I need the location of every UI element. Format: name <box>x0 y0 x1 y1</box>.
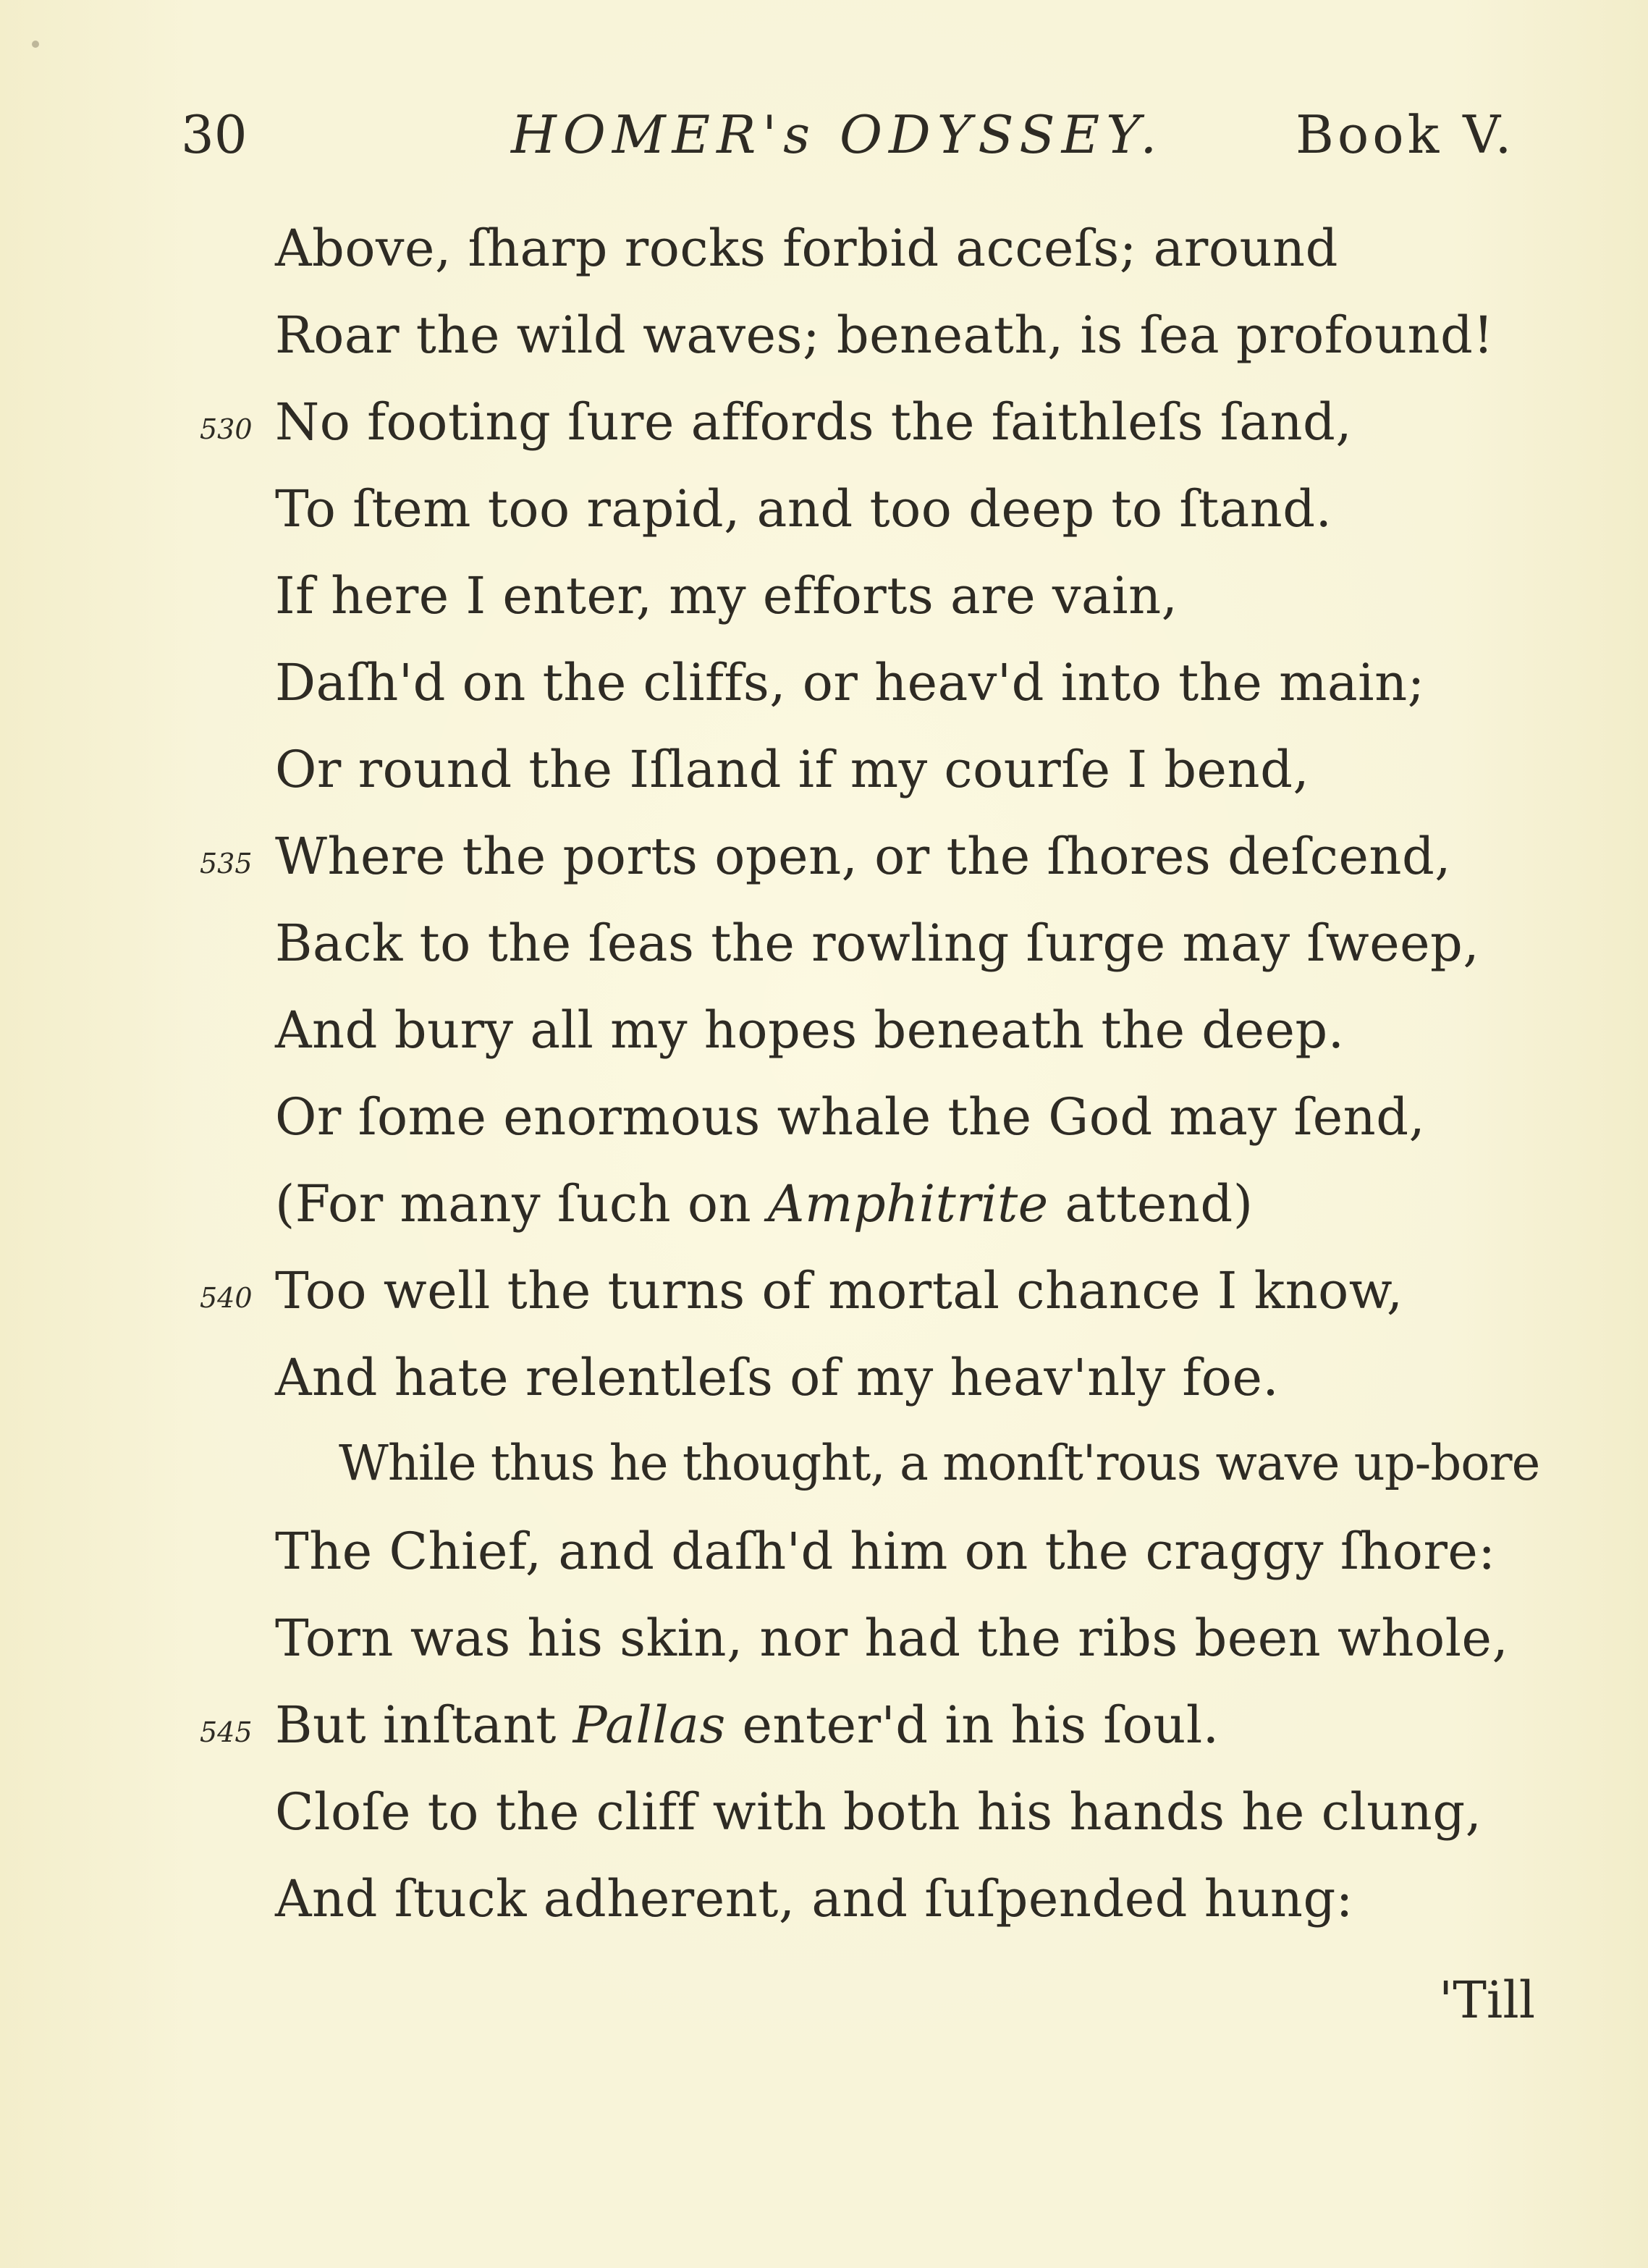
verse-line: Cloſe to the cliff with both his hands he clung, <box>275 1782 1482 1842</box>
verse-line: Daſh'd on the cliffs, or heav'd into the main; <box>275 653 1425 712</box>
verse-line: Torn was his skin, nor had the ribs been whole, <box>275 1609 1509 1668</box>
verse-line: And bury all my hopes beneath the deep. <box>275 1000 1345 1060</box>
verse-line: Or ſome enormous whale the God may ſend, <box>275 1087 1426 1147</box>
verse-line: If here I enter, my efforts are vain, <box>275 566 1178 625</box>
ink-speck <box>32 41 39 48</box>
verse-line: The Chief, and daſh'd him on the craggy ſhore: <box>275 1522 1496 1581</box>
line-number: 535 <box>200 848 253 880</box>
running-title: HOMER's ODYSSEY. <box>511 104 1164 165</box>
line-number: 530 <box>200 413 253 445</box>
verse-line: Roar the wild waves; beneath, is ſea profound! <box>275 305 1494 365</box>
verse-line: Back to the ſeas the rowling ſurge may ſweep, <box>275 914 1480 973</box>
page-number: 30 <box>181 104 248 165</box>
verse-text: enter'd in his ſoul. <box>725 1695 1220 1755</box>
italic-name: Pallas <box>572 1695 726 1755</box>
verse-text: But inſtant <box>275 1695 573 1755</box>
italic-name: Amphitrite <box>767 1174 1049 1234</box>
book-label: Book V. <box>1296 104 1516 165</box>
verse-line <box>275 1695 1220 1755</box>
verse-line: Too well the turns of mortal chance I know, <box>275 1261 1403 1320</box>
verse-line: While thus he thought, a monſt'rous wave up-bore <box>339 1435 1540 1491</box>
verse-line: And ſtuck adherent, and ſuſpended hung: <box>275 1869 1353 1928</box>
verse-line: And hate relentleſs of my heav'nly foe. <box>275 1348 1280 1407</box>
verse-line: Or round the Iſland if my courſe I bend, <box>275 740 1310 799</box>
line-number: 540 <box>200 1282 253 1314</box>
verse-line: Above, ſharp rocks forbid acceſs; around <box>275 219 1338 278</box>
verse-line: To ſtem too rapid, and too deep to ſtand. <box>275 479 1332 539</box>
verse-line: Where the ports open, or the ſhores deſcend, <box>275 827 1452 886</box>
verse-text: (For many ſuch on <box>275 1174 768 1234</box>
verse-line: No footing ſure affords the faithleſs ſand, <box>275 392 1353 452</box>
line-number: 545 <box>200 1716 253 1748</box>
verse-text: attend) <box>1048 1174 1254 1234</box>
verse-line <box>275 1174 1254 1234</box>
catchword: 'Till <box>1439 1970 1536 2030</box>
